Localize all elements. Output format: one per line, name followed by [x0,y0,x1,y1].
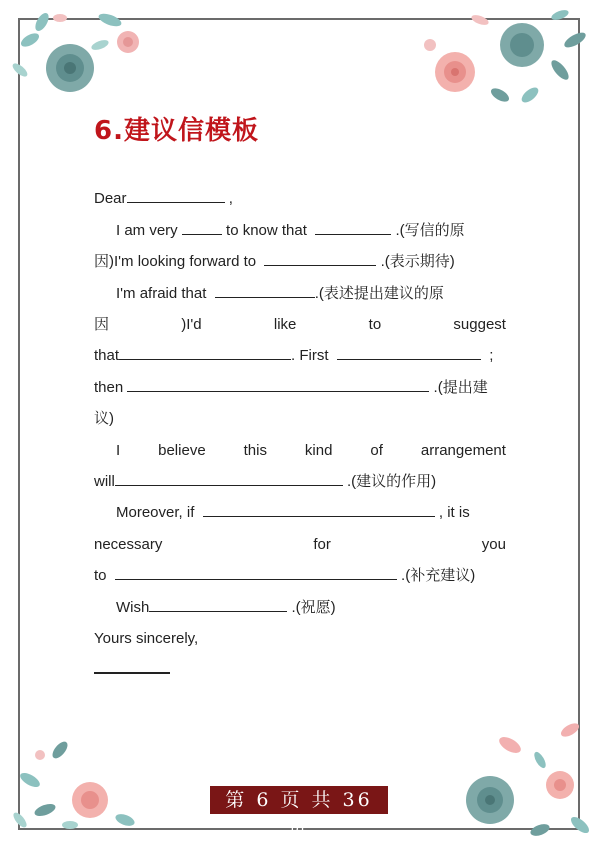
blank-expectation[interactable] [264,251,376,266]
letter-line-2 [94,220,506,242]
blank-condition[interactable] [203,502,435,517]
text-segment: to [94,567,107,584]
floral-decoration-top-right [410,0,600,115]
page-title: 6.建议信模板 [94,116,259,146]
text-segment: 因)I'm looking forward to [94,253,257,270]
floral-decoration-bottom-left [0,725,170,848]
letter-line-5 [94,314,506,336]
text-segment: I am very [116,222,178,239]
letter-line-closing: Yours sincerely, [94,630,199,647]
letter-line-10 [94,471,506,493]
text-segment: will [94,473,115,490]
blank-supplement[interactable] [115,565,397,580]
blank-first[interactable] [337,345,481,360]
word: to [368,316,382,333]
word: kind [304,442,333,459]
word: you [481,536,506,553]
text-segment: .(提出建 [433,379,488,396]
text-segment: .(写信的原 [395,222,465,239]
floral-decoration-bottom-right [440,705,600,848]
letter-line-signature [94,658,506,680]
word: for [313,536,331,553]
text-segment: .(表述提出建议的原 [314,285,444,302]
letter-line-14 [94,597,506,619]
letter-line-8: 议) [94,410,114,427]
text-segment: .(表示期待) [380,253,455,270]
blank-then[interactable] [127,377,429,392]
text-segment: then [94,379,124,396]
letter-line-11 [94,502,506,524]
letter-line-3 [94,251,506,273]
blank-wish[interactable] [149,597,287,612]
text-segment: that [94,347,120,364]
text-segment: Wish [116,599,150,616]
text-segment: .(祝愿) [291,599,336,616]
word: like [273,316,297,333]
page-number-footer: 第 6 页 共 36 页 [210,786,388,814]
blank-reason[interactable] [315,220,391,235]
blank-recipient[interactable] [127,188,225,203]
text-segment: Moreover, if [116,504,195,521]
word: of [370,442,383,459]
blank-cause[interactable] [215,283,315,298]
letter-line-6 [94,345,514,367]
word: )I'd [181,316,202,333]
letter-line-12 [94,534,506,556]
text-segment: to know that [226,222,307,239]
text-segment: ; [489,347,494,364]
letter-line-4 [94,283,506,305]
text-segment: .(建议的作用) [347,473,437,490]
word: suggest [453,316,506,333]
text-segment: , it is [438,504,470,521]
word: I [116,442,121,459]
word: arrangement [420,442,506,459]
greeting-text: Dear [94,190,127,207]
letter-line-7 [94,377,506,399]
blank-signature[interactable] [94,658,170,674]
word: this [243,442,267,459]
blank-feeling[interactable] [182,220,222,235]
blank-suggestion[interactable] [119,345,291,360]
floral-decoration-top-left [0,0,160,110]
word: 因 [94,316,110,333]
greeting-comma: , [228,190,233,207]
text-segment: I'm afraid that [116,285,207,302]
word: necessary [94,536,163,553]
letter-line-13 [94,565,506,587]
letter-line-greeting [94,188,506,210]
text-segment: . First [291,347,329,364]
text-segment: .(补充建议) [401,567,476,584]
letter-line-9 [94,440,506,462]
word: believe [158,442,206,459]
blank-effect[interactable] [115,471,343,486]
